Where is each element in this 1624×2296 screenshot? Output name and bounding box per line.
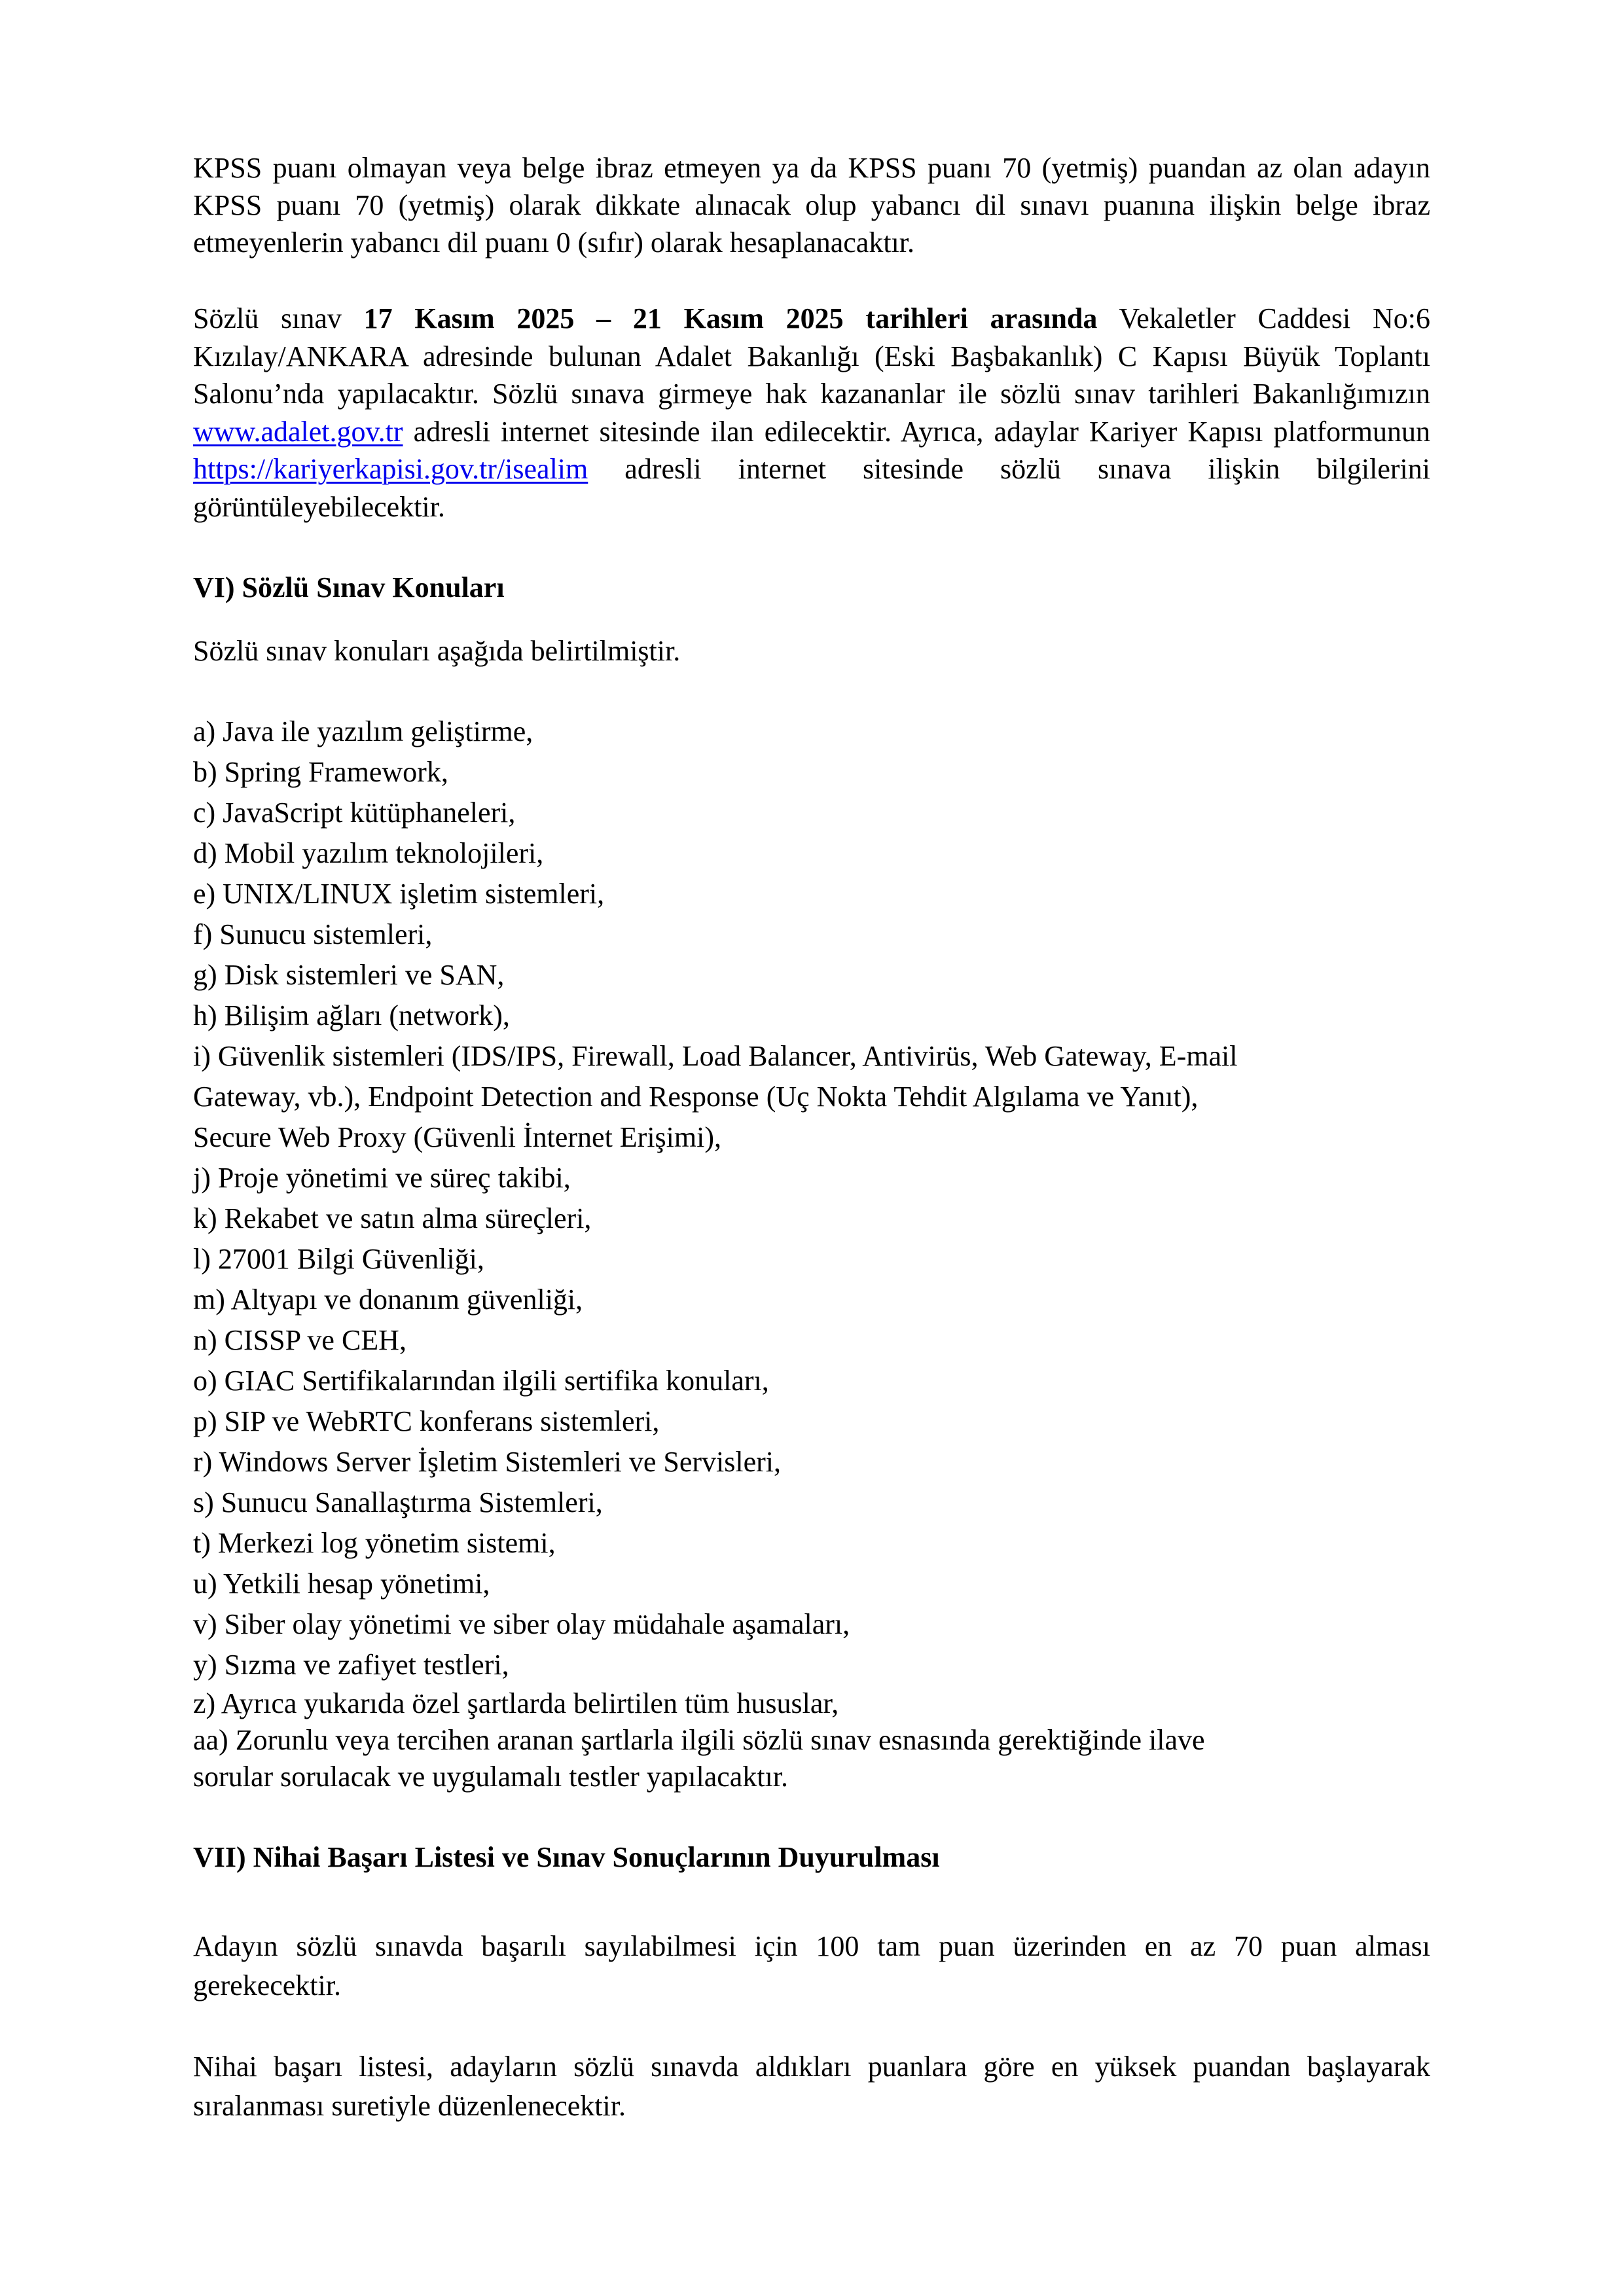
oral-exam-announcement-text: adresli internet sitesinde ilan edilecektir. Ayrıca, adaylar Kariyer Kapısı platformunun xyxy=(403,415,1430,448)
list-item: v) Siber olay yönetimi ve siber olay müdahale aşamaları, xyxy=(193,1608,850,1640)
list-item: k) Rekabet ve satın alma süreçleri, xyxy=(193,1202,592,1234)
document-page xyxy=(193,149,1430,2126)
list-item: o) GIAC Sertifikalarından ilgili sertifika konuları, xyxy=(193,1365,769,1397)
final-list-paragraph: Nihai başarı listesi, adayların sözlü sınavda aldıkları puanlara göre en yüksek puandan başlayarak sıralanması suretiyle düzenlenecektir. xyxy=(193,2051,1430,2122)
list-item: i) Güvenlik sistemleri (IDS/IPS, Firewall, Load Balancer, Antivirüs, Web Gateway, E-mail xyxy=(193,1040,1238,1072)
list-item-continuation: sorular sorulacak ve uygulamalı testler yapılacaktır. xyxy=(193,1761,789,1793)
list-item: e) UNIX/LINUX işletim sistemleri, xyxy=(193,878,605,910)
list-item: g) Disk sistemleri ve SAN, xyxy=(193,959,505,991)
oral-exam-suffix: adresli internet sitesinde sözlü sınava ilişkin bilgilerini görüntüleyebilecektir. xyxy=(193,453,1430,523)
list-item: n) CISSP ve CEH, xyxy=(193,1324,406,1356)
list-item: d) Mobil yazılım teknolojileri, xyxy=(193,837,544,869)
section-vi-intro: Sözlü sınav konuları aşağıda belirtilmiştir. xyxy=(193,635,681,667)
list-item: aa) Zorunlu veya tercihen aranan şartlarla ilgili sözlü sınav esnasında gerektiğinde ilave xyxy=(193,1724,1205,1756)
list-item: y) Sızma ve zafiyet testleri, xyxy=(193,1649,509,1681)
kariyer-kapisi-link[interactable]: https://kariyerkapisi.gov.tr/isealim xyxy=(193,453,588,485)
oral-exam-prefix: Sözlü sınav xyxy=(193,302,364,334)
list-item: p) SIP ve WebRTC konferans sistemleri, xyxy=(193,1405,660,1437)
list-item: l) 27001 Bilgi Güvenliği, xyxy=(193,1243,484,1275)
passing-score-paragraph: Adayın sözlü sınavda başarılı sayılabilmesi için 100 tam puan üzerinden en az 70 puan alması gerekecektir. xyxy=(193,1930,1430,2001)
list-item: m) Altyapı ve donanım güvenliği, xyxy=(193,1283,583,1316)
list-item: r) Windows Server İşletim Sistemleri ve Servisleri, xyxy=(193,1446,782,1478)
oral-exam-paragraph xyxy=(193,300,1430,526)
section-vii-heading: VII) Nihai Başarı Listesi ve Sınav Sonuçlarının Duyurulması xyxy=(193,1841,940,1873)
list-item: b) Spring Framework, xyxy=(193,756,448,788)
list-item: t) Merkezi log yönetim sistemi, xyxy=(193,1527,556,1559)
list-item: f) Sunucu sistemleri, xyxy=(193,918,433,950)
list-item: c) JavaScript kütüphaneleri, xyxy=(193,797,516,829)
list-item-continuation: Secure Web Proxy (Güvenli İnternet Erişimi), xyxy=(193,1121,721,1153)
list-item: u) Yetkili hesap yönetimi, xyxy=(193,1568,490,1600)
oral-exam-location-text: Vekaletler Caddesi No:6 Kızılay/ANKARA adresinde bulunan Adalet Bakanlığı (Eski Başbakanlık) C Kapısı Büyük Toplantı Salonu’nda yapılacaktır. Sözlü sınava girmeye hak kazananlar ile sözlü sınav tarihleri Bakanlığımızın xyxy=(193,302,1430,410)
list-item: z) Ayrıca yukarıda özel şartlarda belirtilen tüm hususlar, xyxy=(193,1687,839,1719)
oral-exam-dates: 17 Kasım 2025 – 21 Kasım 2025 tarihleri arasında xyxy=(363,302,1098,334)
list-item-continuation: Gateway, vb.), Endpoint Detection and Response (Uç Nokta Tehdit Algılama ve Yanıt), xyxy=(193,1081,1199,1113)
kpss-note-paragraph: KPSS puanı olmayan veya belge ibraz etmeyen ya da KPSS puanı 70 (yetmiş) puandan az olan adayın KPSS puanı 70 (yetmiş) olarak dikkate alınacak olup yabancı dil sınavı puanına ilişkin belge ibraz etmeyenlerin yabancı dil puanı 0 (sıfır) olarak hesaplanacaktır. xyxy=(193,152,1430,259)
section-vi-heading: VI) Sözlü Sınav Konuları xyxy=(193,571,505,603)
adalet-website-link[interactable]: www.adalet.gov.tr xyxy=(193,415,403,448)
list-item: s) Sunucu Sanallaştırma Sistemleri, xyxy=(193,1486,603,1518)
list-item: a) Java ile yazılım geliştirme, xyxy=(193,715,533,747)
list-item: h) Bilişim ağları (network), xyxy=(193,999,510,1031)
oral-exam-topics-list xyxy=(193,711,1430,1795)
list-item: j) Proje yönetimi ve süreç takibi, xyxy=(193,1162,571,1194)
